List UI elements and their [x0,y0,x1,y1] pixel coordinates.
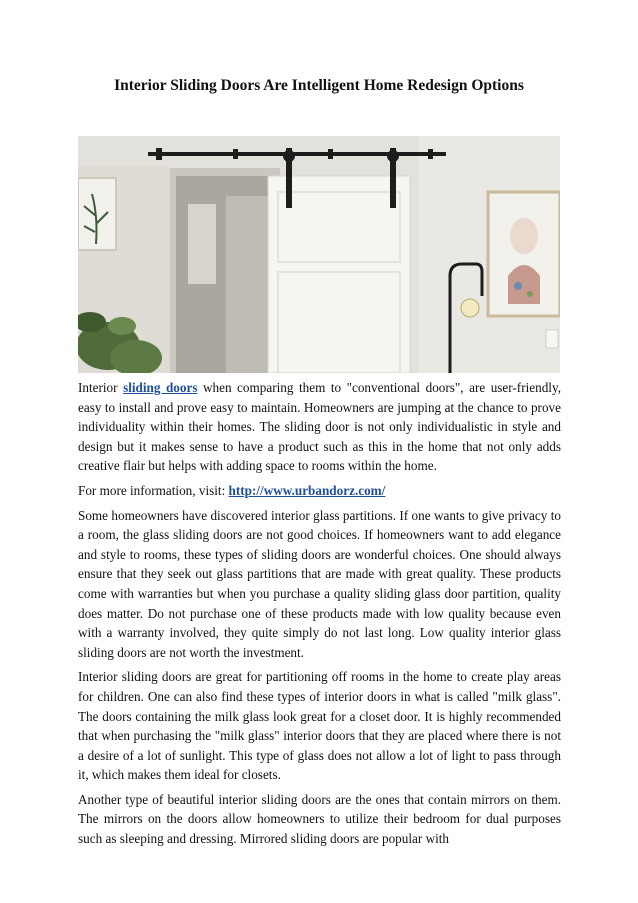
paragraph: Interior sliding doors when comparing them to "conventional doors", are user-friendly, easy to install and prove easy to maintain. Homeowners are jumping at the chance to prove individuality within their homes. The sliding door is not only individualistic in style and design but it makes sense to have a product such as this in the home that not only adds creative flair but helps with adding space to rooms within the home. [78,380,561,474]
page-title: Interior Sliding Doors Are Intelligent Home Redesign Options [114,77,524,94]
paragraph: Another type of beautiful interior sliding doors are the ones that contain mirrors on them. The mirrors on the doors allow homeowners to utilize their bedroom for dual purposes such as sleeping and dressing. Mirrored sliding doors are popular with [78,791,561,847]
article-body [78,378,561,854]
paragraph: For more information, visit: http://www.urbandorz.com/ [78,482,386,498]
urbandorz-link[interactable]: http://www.urbandorz.com/ [228,482,386,498]
paragraph: Interior sliding doors are great for partitioning off rooms in the home to create play areas for children. One can also find these types of interior doors in what is called "milk glass". The doors containing the milk glass look great for a closet door. It is highly recommended that when purchasing the "milk glass" interior doors that they are placed where there is not a desire of a lot of sunlight. This type of glass does not allow a lot of light to pass through it, which makes them ideal for closets. [78,669,561,783]
paragraph: Some homeowners have discovered interior glass partitions. If one wants to give privacy to a room, the glass sliding doors are not good choices. If homeowners want to add elegance and style to rooms, these types of sliding doors are wonderful choices. One should always ensure that they seek out glass partitions that are made with great quality. These products come with warranties but when you purchase a quality sliding glass door partition, quality does matter. Do not purchase one of these products made with low quality because even with a warranty involved, they quite simply do not last long. Low quality interior glass sliding doors are not worth the investment. [78,507,561,660]
barn-door-photo [78,136,560,373]
sliding-doors-link[interactable]: sliding doors [123,380,198,395]
